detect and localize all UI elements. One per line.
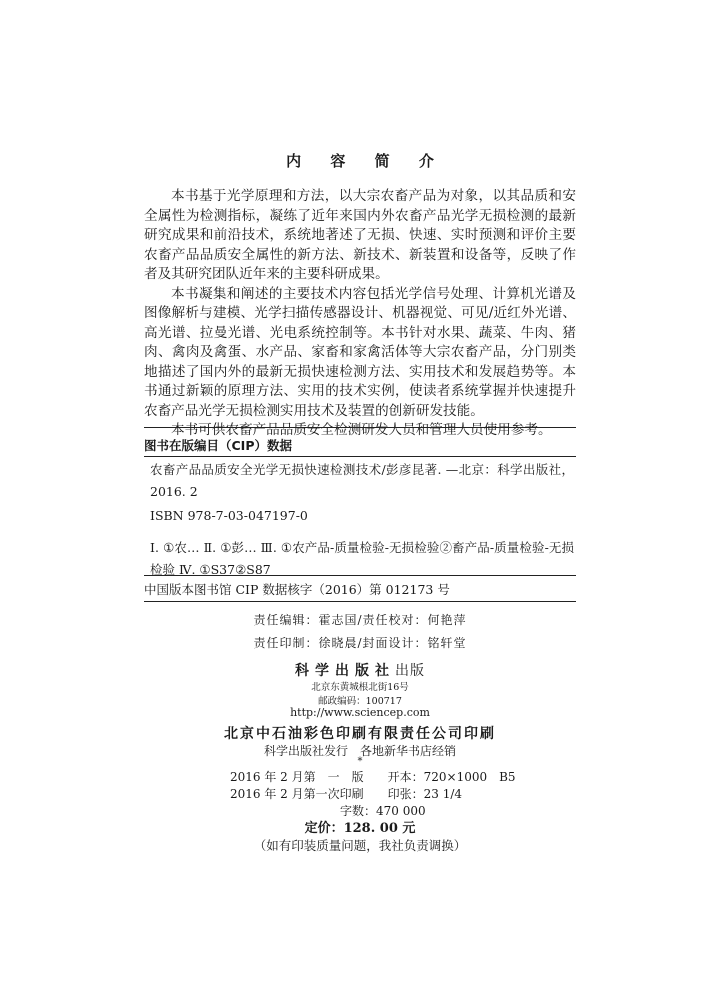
publisher-address: 北京东黄城根北街16号 [311,682,409,693]
printing-line: 2016 年 2 月第一次印刷 印张：23 1/4 [230,787,463,801]
quality-notice: （如有印装质量问题，我社负责调换） [253,838,467,853]
cip-heading: 图书在版编目（CIP）数据 [144,438,292,453]
divider [144,456,576,457]
editors-line: 责任编辑：霍志国/责任校对：何艳萍 [253,613,467,627]
designers-line: 责任印制：徐晓晨/封面设计：铭轩堂 [253,636,467,650]
publisher-line [0,660,720,680]
price: 定价：128. 00 元 [304,821,416,836]
page-title: 内 容 简 介 [286,152,446,170]
postcode: 邮政编码：100717 [318,696,402,707]
word-count: 字数：470 000 [340,804,426,818]
divider [144,427,576,428]
divider [144,575,576,576]
edition-line: 2016 年 2 月第 一 版 开本：720×1000 B5 [230,770,516,784]
isbn: ISBN 978-7-03-047197-0 [150,508,308,523]
intro-paragraph: 本书凝集和阐述的主要技术内容包括光学信号处理、计算机光谱及图像解析与建模、光学扫描传感器设计、机器视觉、可见/近红外光谱、高光谱、拉曼光谱、光电系统控制等。本书针对水果、蔬菜、牛肉、猪肉、禽肉及禽蛋、水产品、家畜和家禽活体等大宗农畜产品，分门别类地描述了国内外的最新无损快速检测方法、实用技术和发展趋势等。本书通过新颖的原理方法、实用的技术实例，使读者系统掌握并快速提升农畜产品光学无损检测实用技术及装置的创新研发技能。 [144,285,576,419]
website-link[interactable]: http://www.sciencep.com [290,706,430,719]
cip-subjects: Ⅰ. ①农… Ⅱ. ①彭… Ⅲ. ①农产品-质量检验-无损检验②畜产品-质量检验-无损检验 Ⅳ. ①S37②S87 [150,540,574,577]
distribution-line: 科学出版社发行 各地新华书店经销 [263,744,456,758]
cip-record-number: 中国版本图书馆 CIP 数据核字（2016）第 012173 号 [144,582,450,597]
intro-body [144,187,576,441]
printer-line: 北京中石油彩色印刷有限责任公司印刷 [224,726,496,742]
publisher-name: 科学出版社 [295,663,395,679]
publisher-suffix: 出版 [395,663,425,679]
cip-entry: 农畜产品品质安全光学无损快速检测技术/彭彦昆著. —北京：科学出版社，2016. 2 [150,462,574,499]
divider [144,601,576,602]
intro-paragraph: 本书可供农畜产品品质安全检测研发人员和管理人员使用参考。 [171,422,552,438]
intro-paragraph: 本书基于光学原理和方法，以大宗农畜产品为对象，以其品质和安全属性为检测指标，凝练了近年来国内外农畜产品光学无损检测的最新研究成果和前沿技术，系统地著述了无损、快速、实时预测和评价主要农畜产品品质安全属性的新方法、新技术、新装置和设备等，反映了作者及其研究团队近年来的主要科研成果。 [144,188,576,282]
separator-mark: * [357,756,363,767]
